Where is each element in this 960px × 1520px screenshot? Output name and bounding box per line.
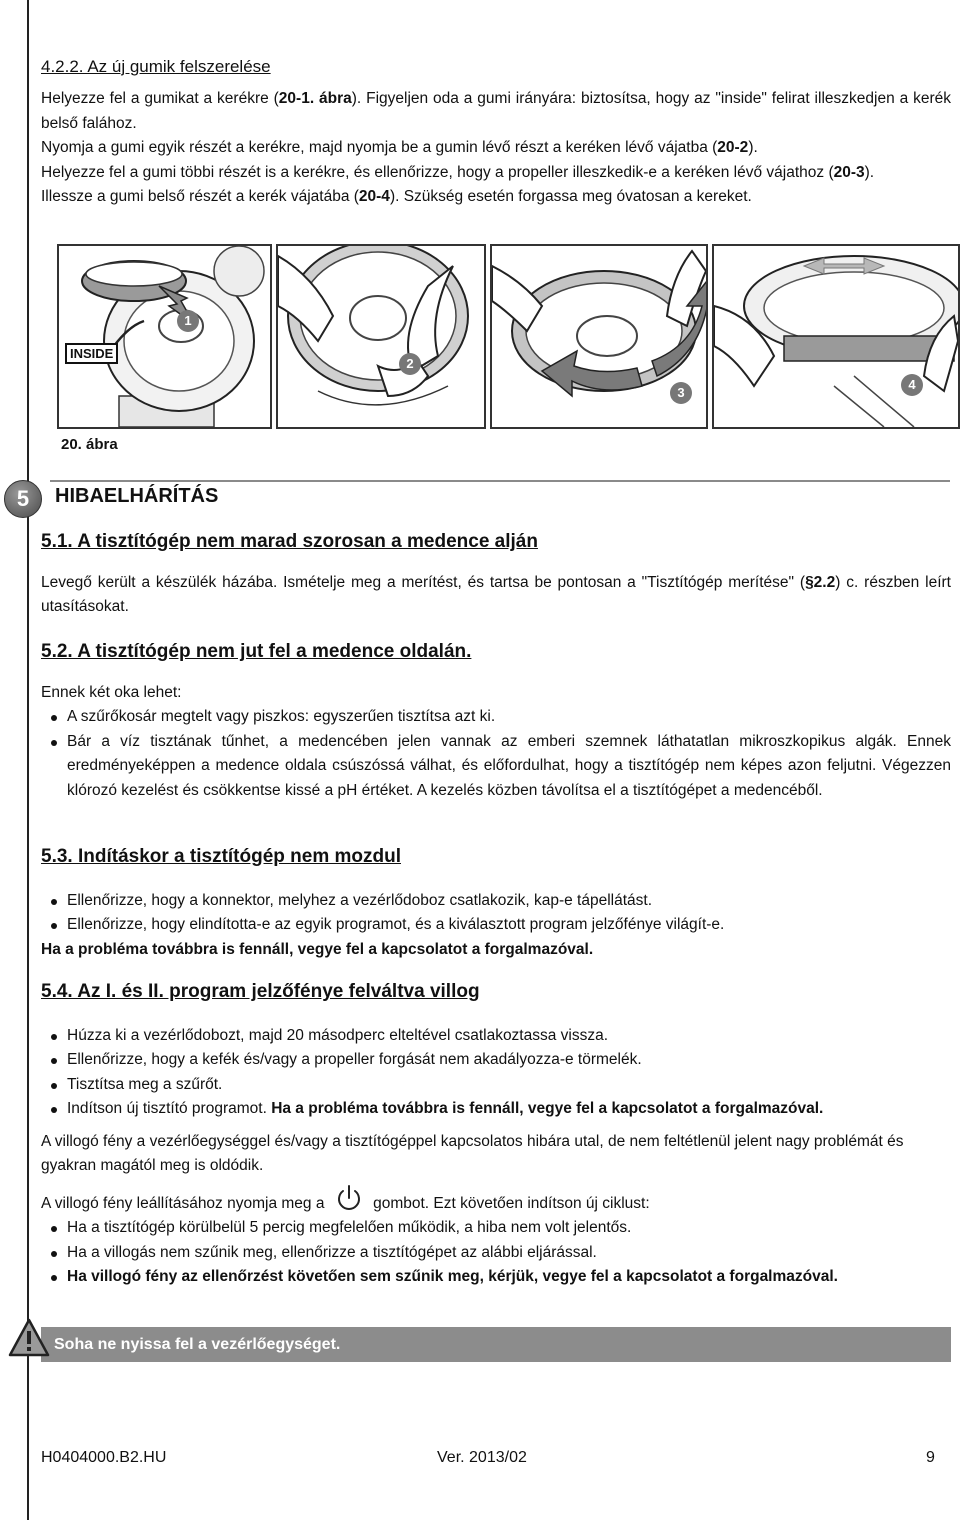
list-5-4-sub	[41, 1216, 951, 1290]
step-1-badge: 1	[177, 310, 199, 332]
list-item: Húzza ki a vezérlődobozt, majd 20 másodperc elteltével csatlakoztassa vissza.	[41, 1024, 951, 1049]
note-5-3: Ha a probléma továbbra is fennáll, vegye fel a kapcsolatot a forgalmazóval.	[41, 940, 594, 958]
illustration-seat-tire	[714, 246, 958, 427]
subsection-heading-4-2-2: 4.2.2. Az új gumik felszerelése	[41, 57, 271, 76]
list-item: Ellenőrizze, hogy a konnektor, melyhez a vezérlődoboz csatlakozik, kap-e tápellátást.	[41, 889, 951, 914]
paragraph-5-2-intro: Ennek két oka lehet:	[41, 683, 182, 701]
list-5-2	[41, 705, 951, 803]
footer-version: Ver. 2013/02	[437, 1449, 527, 1466]
list-item: Ha a tisztítógép körülbelül 5 percig megfelelően működik, a hiba nem volt jelentős.	[41, 1216, 951, 1241]
footer-page-number: 9	[926, 1449, 935, 1466]
intro-paragraph-3: Helyezze fel a gumi többi részét is a kerékre, és ellenőrizze, hogy a propeller illeszkedik-e a keréken lévő vájathoz (20-3).	[41, 163, 875, 181]
figure-panel-2	[276, 244, 486, 429]
section-title: HIBAELHÁRÍTÁS	[55, 485, 219, 507]
list-item: Indítson új tisztító programot. Ha a probléma továbbra is fennáll, vegye fel a kapcsolatot a forgalmazóval.	[41, 1097, 951, 1122]
warning-text: Soha ne nyissa fel a vezérlőegységet.	[54, 1336, 341, 1353]
paragraph-5-4-stop: A villogó fény leállításához nyomja meg a gombot. Ezt követően indítson új ciklust:	[41, 1192, 951, 1217]
intro-paragraph-4: Illessze a gumi belső részét a kerék vájatába (20-4). Szükség esetén forgassa meg óvatosan a kereket.	[41, 188, 752, 205]
section-5-3	[41, 845, 951, 962]
figure-panel-3	[490, 244, 708, 429]
page-left-rule	[27, 0, 29, 1520]
heading-5-1: 5.1. A tisztítógép nem marad szorosan a medence alján	[41, 531, 538, 552]
power-icon	[329, 1192, 369, 1216]
illustration-tire-placement	[59, 246, 270, 427]
heading-5-2: 5.2. A tisztítógép nem jut fel a medence oldalán.	[41, 641, 472, 662]
step-3-badge: 3	[670, 382, 692, 404]
section-number-badge: 5	[4, 480, 42, 518]
intro-paragraph-2: Nyomja a gumi egyik részét a kerékre, majd nyomja be a gumin lévő részt a keréken lévő vájatba (20-2).	[41, 139, 758, 156]
paragraph-5-1: Levegő került a készülék házába. Ismételje meg a merítést, és tartsa be pontosan a "Tisztítógép merítése" (§2.2) c. részben leírt utasításokat.	[41, 573, 951, 615]
footer-doc-id: H0404000.B2.HU	[41, 1449, 167, 1466]
warning-icon	[8, 1318, 50, 1367]
section-5-1	[41, 530, 951, 620]
step-4-badge: 4	[901, 374, 923, 396]
list-item: Ha villogó fény az ellenőrzést követően sem szűnik meg, kérjük, vegye fel a kapcsolatot a forgalmazóval.	[41, 1265, 951, 1290]
list-5-3	[41, 889, 951, 938]
intro-paragraph-1: Helyezze fel a gumikat a kerékre (20-1. ábra). Figyeljen oda a gumi irányára: biztosítsa, hogy az "inside" felirat illeszkedjen a kerék belső falához.	[41, 90, 951, 132]
figure-panel-4	[712, 244, 960, 429]
list-item: Ellenőrizze, hogy elindította-e az egyik programot, és a kiválasztott program jelzőfénye világít-e.	[41, 913, 951, 938]
step-2-badge: 2	[399, 353, 421, 375]
list-item: Ha a villogás nem szűnik meg, ellenőrizze a tisztítógépet az alábbi eljárással.	[41, 1241, 951, 1266]
list-item: A szűrőkosár megtelt vagy piszkos: egyszerűen tisztítsa azt ki.	[41, 705, 951, 730]
figure-20	[57, 244, 960, 429]
list-item: Tisztítsa meg a szűrőt.	[41, 1073, 951, 1098]
figure-panel-1	[57, 244, 272, 429]
figure-caption: 20. ábra	[61, 436, 118, 453]
paragraph-5-4-flash: A villogó fény a vezérlőegységgel és/vagy a tisztítógéppel kapcsolatos hibára utal, de nem feltétlenül jelent nagy problémát és gyakran magától meg is oldódik.	[41, 1132, 904, 1174]
heading-5-3: 5.3. Indításkor a tisztítógép nem mozdul	[41, 846, 401, 867]
list-item: Bár a víz tisztának tűnhet, a medencében jelen vannak az emberi szemnek láthatatlan mikroszkopikus algák. Ennek eredményeképpen a medence oldala csúszóssá válhat, és előfordulhat, hogy a tisztítógép nem képes azon feljutni. Végezzen klórozó kezelést és csökkentse kissé a pH értéket. A kezelés közben távolítsa el a tisztítógépet a medencéből.	[41, 730, 951, 804]
inside-label: INSIDE	[65, 343, 118, 364]
intro-text	[41, 87, 951, 210]
section-5-2	[41, 640, 951, 803]
heading-5-4: 5.4. Az I. és II. program jelzőfénye felváltva villog	[41, 981, 480, 1002]
section-divider	[50, 480, 950, 482]
list-item: Ellenőrizze, hogy a kefék és/vagy a propeller forgását nem akadályozza-e törmelék.	[41, 1048, 951, 1073]
illustration-press-tire	[278, 246, 484, 427]
section-5-4	[41, 980, 951, 1290]
list-5-4	[41, 1024, 951, 1122]
